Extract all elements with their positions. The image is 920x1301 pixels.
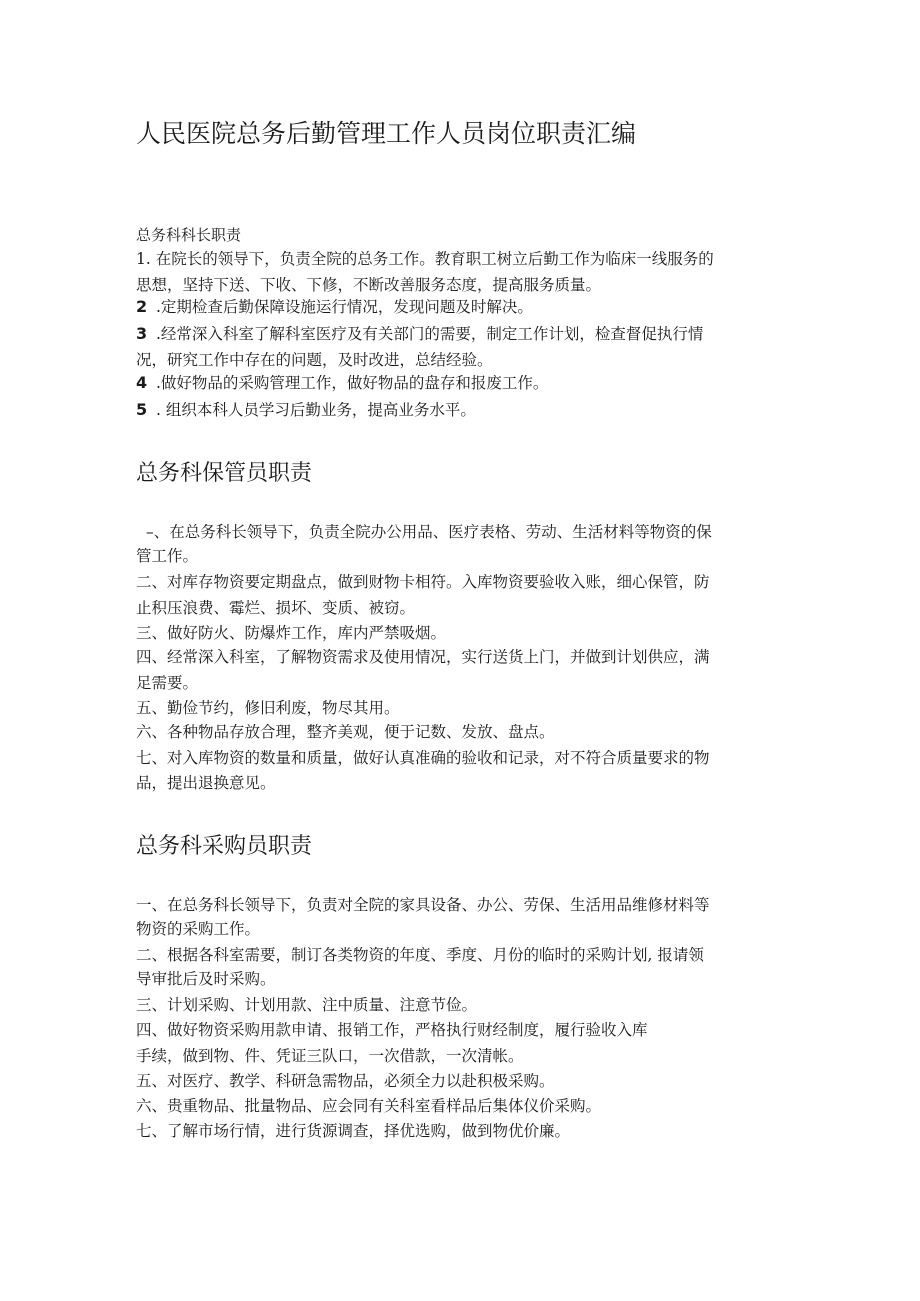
list-item: 六、贵重物品、批量物品、应会同有关科室看样品后集体仪价采购。: [136, 1097, 602, 1115]
list-item: 五、对医疗、教学、科研急需物品，必须全力以赴积极采购。: [136, 1072, 555, 1090]
list-item: 二、根据各科室需要，制订各类物资的年度、季度、月份的临时的采购计划, 报请领: [136, 946, 704, 964]
list-item: 足需要。: [136, 674, 199, 692]
item-number: 4: [136, 373, 148, 392]
list-item: 导审批后及时采购。: [136, 970, 276, 988]
list-item-numbered: [136, 372, 548, 394]
list-item: 七、对入库物资的数量和质量，做好认真准确的验收和记录，对不符合质量要求的物: [136, 749, 710, 767]
item-text: .经常深入科室了解科室医疗及有关部门的需要，制定工作计划，检查督促执行情: [156, 325, 704, 343]
list-item: 手续，做到物、件、凭证三队口，一次借款，一次清帐。: [136, 1047, 524, 1065]
list-item-numbered: [136, 323, 703, 345]
list-item: 品，提出退换意见。: [136, 774, 276, 792]
item-number: 2: [136, 297, 148, 316]
list-item: –、在总务科长领导下，负责全院办公用品、医疗表格、劳动、生活材料等物资的保: [146, 523, 712, 541]
list-item: 四、做好物资采购用款申请、报销工作，严格执行财经制度，履行验收入库: [136, 1021, 648, 1039]
item-text: .做好物品的采购管理工作，做好物品的盘存和报废工作。: [156, 374, 549, 392]
list-item: 1. 在院长的领导下，负责全院的总务工作。教育职工树立后勤工作为临床一线服务的: [136, 250, 714, 268]
list-item: 一、在总务科长领导下，负责对全院的家具设备、办公、劳保、生活用品维修材料等: [136, 896, 710, 914]
item-text: .定期检查后勤保障设施运行情况，发现问题及时解决。: [156, 298, 533, 316]
item-text: . 组织本科人员学习后勤业务，提高业务水平。: [156, 401, 476, 419]
list-item: 思想，坚持下送、下收、下修，不断改善服务态度，提高服务质量。: [136, 276, 602, 294]
list-item: 二、对库存物资要定期盘点，做到财物卡相符。入库物资要验收入账，细心保管，防: [136, 573, 710, 591]
section-heading-purchaser: 总务科采购员职责: [136, 834, 313, 859]
list-item-numbered: [136, 296, 533, 318]
list-item: 四、经常深入科室，了解物资需求及使用情况，实行送货上门，并做到计划供应，满: [136, 648, 710, 666]
list-item: 六、各种物品存放合理，整齐美观，便于记数、发放、盘点。: [136, 723, 555, 741]
list-item: 三、计划采购、计划用款、注中质量、注意节俭。: [136, 996, 478, 1014]
section-heading-storekeeper: 总务科保管员职责: [136, 461, 313, 486]
section-heading-director: 总务科科长职责: [136, 226, 242, 244]
list-item: 止积压浪费、霉烂、损坏、变质、被窃。: [136, 599, 416, 617]
list-item: 况，研究工作中存在的问题，及时改进，总结经验。: [136, 351, 493, 369]
list-item-numbered: [136, 399, 476, 421]
item-number: 3: [136, 324, 148, 343]
list-item: 五、勤俭节约，修旧利废，物尽其用。: [136, 699, 400, 717]
list-item: 管工作。: [136, 547, 199, 565]
list-item: 物资的采购工作。: [136, 920, 261, 938]
list-item: 七、了解市场行情，进行货源调查，择优选购，做到物优价廉。: [136, 1122, 571, 1140]
document-title: 人民医院总务后勤管理工作人员岗位职责汇编: [136, 119, 637, 148]
list-item: 三、做好防火、防爆炸工作，库内严禁吸烟。: [136, 624, 447, 642]
item-number: 5: [136, 400, 148, 419]
